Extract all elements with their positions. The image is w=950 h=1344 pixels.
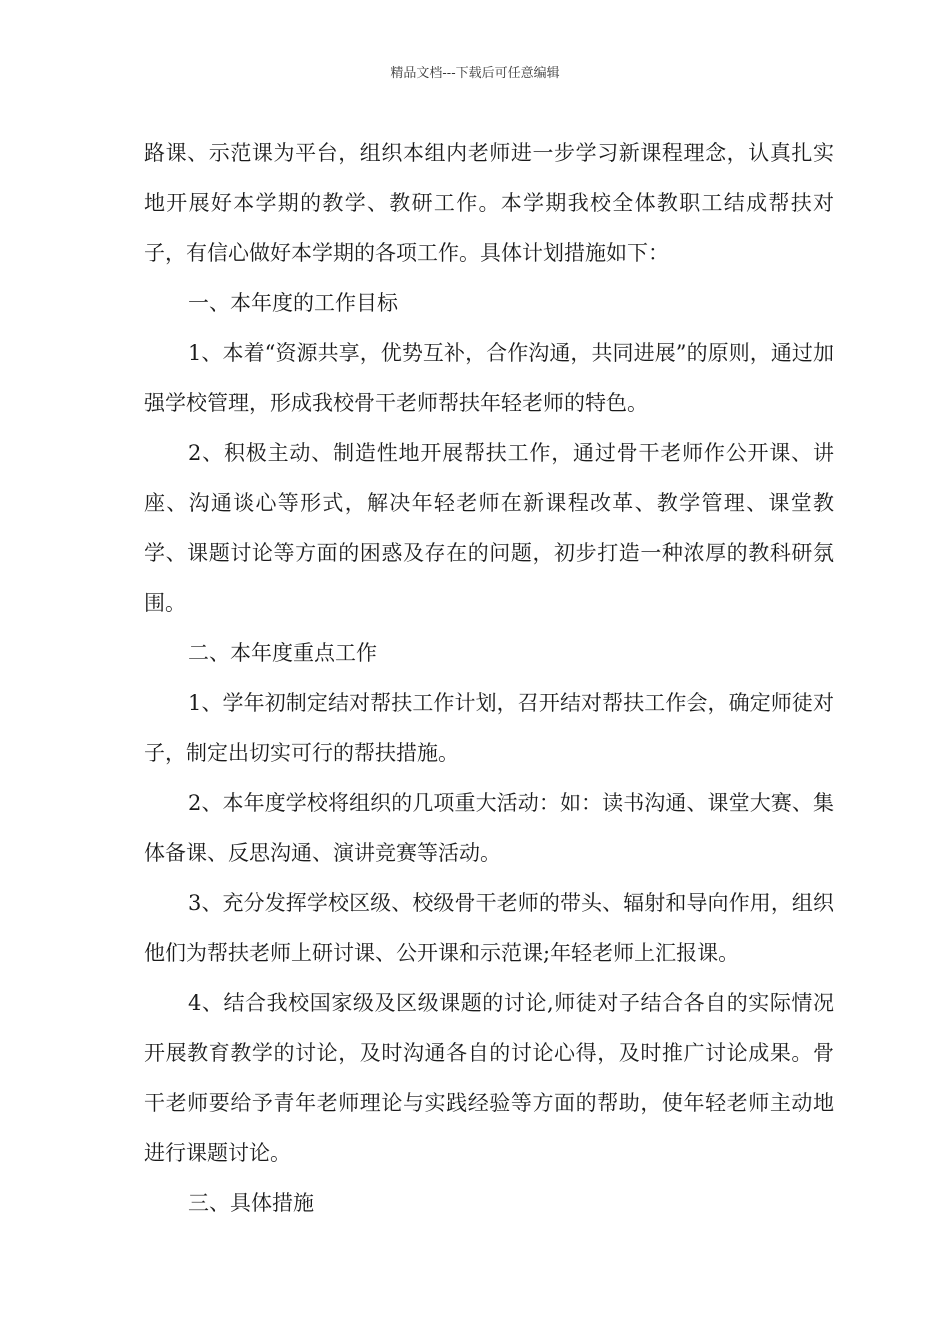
document-body <box>144 128 834 1228</box>
paragraph-work-3: 3、充分发挥学校区级、校级骨干老师的带头、辐射和导向作用，组织他们为帮扶老师上研讨课、公开课和示范课;年轻老师上汇报课。 <box>144 891 834 965</box>
paragraph-work-4: 4、结合我校国家级及区级课题的讨论,师徒对子结合各自的实际情况开展教育教学的讨论，及时沟通各自的讨论心得，及时推广讨论成果。骨干老师要给予青年老师理论与实践经验等方面的帮助，使年轻老师主动地进行课题讨论。 <box>144 991 834 1165</box>
section-heading-key-work: 二、本年度重点工作 <box>188 641 377 665</box>
section-heading-goals: 一、本年度的工作目标 <box>188 291 398 315</box>
paragraph-goal-1: 1、本着“资源共享，优势互补，合作沟通，共同进展”的原则，通过加强学校管理，形成我校骨干老师帮扶年轻老师的特色。 <box>144 341 834 415</box>
paragraph-goal-2: 2、积极主动、制造性地开展帮扶工作，通过骨干老师作公开课、讲座、沟通谈心等形式，解决年轻老师在新课程改革、教学管理、课堂教学、课题讨论等方面的困惑及存在的问题，初步打造一种浓厚的教科研氛围。 <box>144 441 834 615</box>
paragraph-work-1: 1、学年初制定结对帮扶工作计划，召开结对帮扶工作会，确定师徒对子，制定出切实可行的帮扶措施。 <box>144 691 834 765</box>
paragraph-work-2: 2、本年度学校将组织的几项重大活动：如：读书沟通、课堂大赛、集体备课、反思沟通、演讲竞赛等活动。 <box>144 791 834 865</box>
paragraph-continuation: 路课、示范课为平台，组织本组内老师进一步学习新课程理念，认真扎实地开展好本学期的教学、教研工作。本学期我校全体教职工结成帮扶对子，有信心做好本学期的各项工作。具体计划措施如下： <box>144 141 834 265</box>
section-heading-measures: 三、具体措施 <box>188 1191 314 1215</box>
page-header: 精品文档---下载后可任意编辑 <box>390 66 560 81</box>
